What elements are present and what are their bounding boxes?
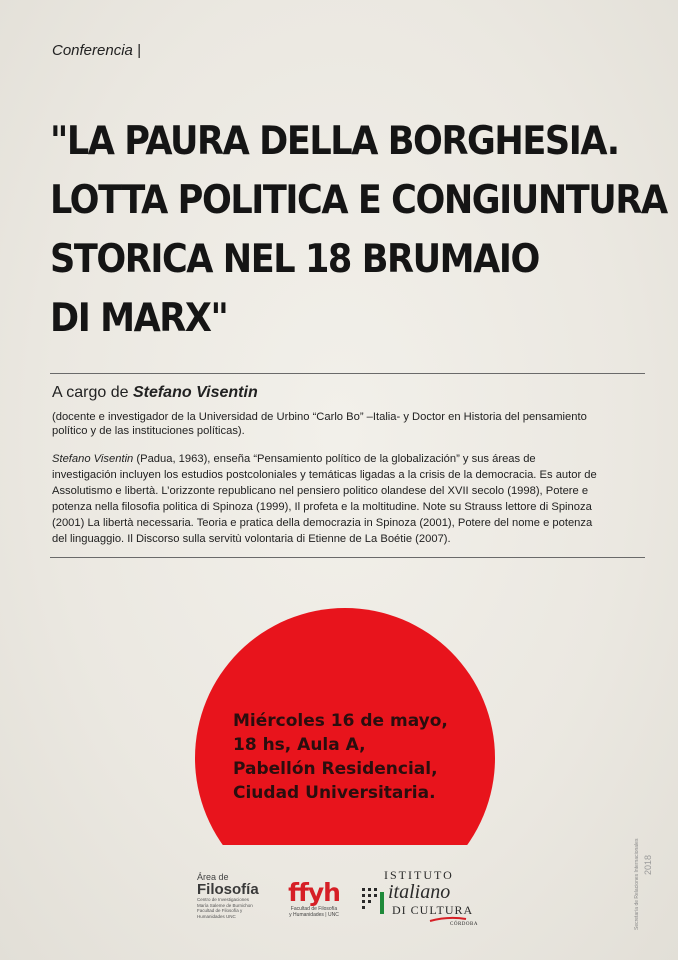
title-line: "LA PAURA DELLA BORGHESIA.: [50, 119, 619, 164]
bio-text: (Padua, 1963), enseña “Pensamiento político de la globalización” y sus áreas de investigación incluyen los estudios postcoloniales y temáticas ligadas a la crisis de la democracia. Es autor de Assolutismo e libertà. L’orizzonte republicano nel pensiero politico olandese del XVII secolo (1998), Potere e potenza nella filosofia politica di Spinoza (1999), Il profeta e la moltitudine. Note su Strauss lettore di Spinoza (2001) La libertà necessaria. Teoria e pratica della democrazia in Spinoza (2001), Potere del nome e potenza del linguaggio. Il Discorso sulla servitù volontaria di Etienne de La Boétie (2007).: [52, 453, 597, 545]
event-details: [233, 709, 448, 805]
ffyh-logo: [283, 880, 345, 918]
speaker-affiliation: (docente e investigador de la Universidad de Urbino “Carlo Bo” –Italia- y Doctor en Historia del pensamiento político y de las instituciones políticas).: [52, 411, 587, 437]
kicker-label: Conferencia |: [52, 42, 141, 59]
event-line: 18 hs, Aula A,: [233, 735, 366, 755]
title-line: DI MARX": [50, 296, 228, 341]
logo-filosofia-sub: María Saleme de Burnichon: [197, 902, 253, 908]
ffyh-sub: y Humanidades | UNC: [289, 912, 339, 918]
logo-filosofia-label: Filosofía: [197, 881, 259, 898]
ffyh-wordmark: ffyh: [288, 878, 340, 907]
istituto-italiano-logo: [358, 866, 478, 932]
istituto-dots-icon: [358, 884, 388, 918]
ffyh-sub: Facultad de Filosofía: [290, 906, 338, 912]
side-year: 2018: [643, 854, 653, 875]
istituto-word: ISTITUTO: [384, 868, 454, 882]
event-line: Pabellón Residencial,: [233, 759, 438, 779]
logo-area-label: Área de: [197, 872, 229, 882]
logo-filosofia-sub: Centro de Investigaciones: [197, 897, 250, 902]
speaker-name: Stefano Visentin: [132, 384, 258, 401]
event-line: Miércoles 16 de mayo,: [233, 711, 448, 731]
title-line: STORICA NEL 18 BRUMAIO: [50, 237, 539, 282]
side-text: Secretaría de Relaciones Internacionales: [634, 838, 640, 930]
logo-filosofia-sub: Facultad de Filosofía y Humanidades UNC: [197, 908, 243, 919]
title-line: LOTTA POLITICA E CONGIUNTURA: [50, 178, 667, 223]
bio-name: Stefano Visentin: [52, 453, 134, 465]
event-line: Ciudad Universitaria.: [233, 783, 436, 803]
area-filosofia-logo: [197, 872, 269, 919]
city-word: CÓRDOBA: [450, 922, 478, 927]
byline-prefix: A cargo de: [52, 384, 129, 401]
cultura-word: DI CULTURA: [392, 903, 474, 917]
italiano-word: italiano: [388, 881, 451, 903]
